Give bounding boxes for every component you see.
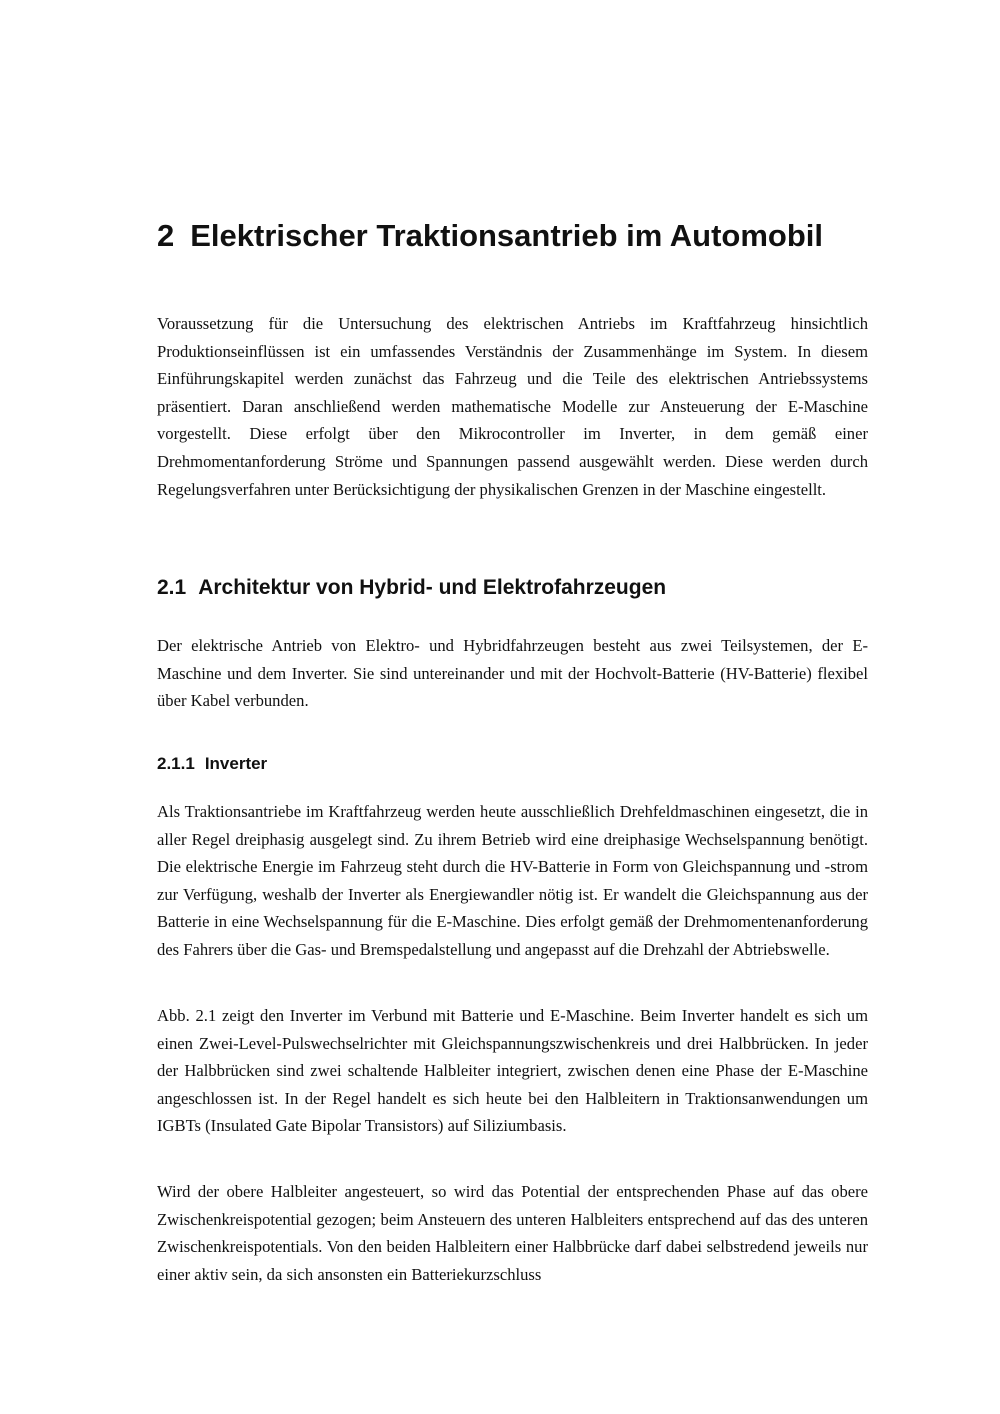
subsection-heading bbox=[157, 751, 868, 777]
chapter-heading bbox=[157, 214, 868, 258]
body-paragraph-3: Wird der obere Halbleiter angesteuert, so wird das Potential der entsprechenden Phase auf das obere Zwischenkreispotential gezogen; beim Ansteuern des unteren Halbleiters entsprechend auf das des unteren Zwischenkreispotentials. Von den beiden Halbleitern einer Halbbrücke darf dabei selbstredend jeweils nur einer aktiv sein, da sich ansonsten ein Batteriekurzschluss bbox=[157, 1182, 868, 1284]
subsection-number: 2.1.1 bbox=[157, 754, 195, 773]
chapter-title: Elektrischer Traktionsantrieb im Automobil bbox=[190, 218, 824, 253]
chapter-number: 2 bbox=[157, 218, 175, 253]
subsection-title: Inverter bbox=[204, 754, 268, 773]
document-page bbox=[157, 0, 868, 1414]
section-heading bbox=[157, 573, 868, 603]
body-paragraph-1: Als Traktionsantriebe im Kraftfahrzeug werden heute ausschließlich Drehfeldmaschinen eingesetzt, die in aller Regel dreiphasig ausgelegt sind. Zu ihrem Betrieb wird eine dreiphasige Wechselspannung benötigt. Die elektrische Energie im Fahrzeug steht durch die HV-Batterie in Form von Gleichspannung und -strom zur Verfügung, weshalb der Inverter als Energiewandler nötig ist. Er wandelt die Gleichspannung aus der Batterie in eine Wechselspannung für die E-Maschine. Dies erfolgt gemäß der Drehmomentenanforderung des Fahrers über die Gas- und Bremspedalstellung und angepasst auf die Drehzahl der Abtriebswelle. bbox=[157, 802, 868, 959]
section-title: Architektur von Hybrid- und Elektrofahrzeugen bbox=[198, 576, 667, 599]
section-paragraph: Der elektrische Antrieb von Elektro- und Hybridfahrzeugen besteht aus zwei Teilsystemen, der E-Maschine und dem Inverter. Sie sind untereinander und mit der Hochvolt-Batterie (HV-​Batterie) flexibel über Kabel verbunden. bbox=[157, 636, 868, 711]
chapter-intro-paragraph: Voraussetzung für die Untersuchung des elektrischen Antriebs im Kraftfahrzeug hinsichtlich Produktionseinflüssen ist ein umfassendes Verständnis der Zusammenhänge im System. In diesem Einführungskapitel werden zunächst das Fahrzeug und die Teile des elektrischen Antriebssystems präsentiert. Daran anschließend werden mathematische Modelle zur Ansteuerung der E-Maschine vorgestellt. Diese erfolgt über den Mikrocontroller im Inverter, in dem gemäß einer Drehmomentanforderung Ströme und Spannungen passend ausgewählt werden. Diese werden durch Regelungsverfahren unter Berücksichtigung der physikalischen Grenzen in der Maschine eingestellt. bbox=[157, 314, 868, 499]
section-number: 2.1 bbox=[157, 576, 187, 599]
body-paragraph-2: Abb. 2.1 zeigt den Inverter im Verbund mit Batterie und E-Maschine. Beim Inverter handelt es sich um einen Zwei-Level-Pulswechselrichter mit Gleichspannungszwischenkreis und drei Halbbrücken. In jeder der Halbbrücken sind zwei schaltende Halbleiter integriert, zwischen denen eine Phase der E-Maschine angeschlossen ist. In der Regel handelt es sich heute bei den Halbleitern in Traktionsanwendungen um IGBTs (Insulated Gate Bipolar Transistors) auf Siliziumbasis. bbox=[157, 1006, 868, 1136]
